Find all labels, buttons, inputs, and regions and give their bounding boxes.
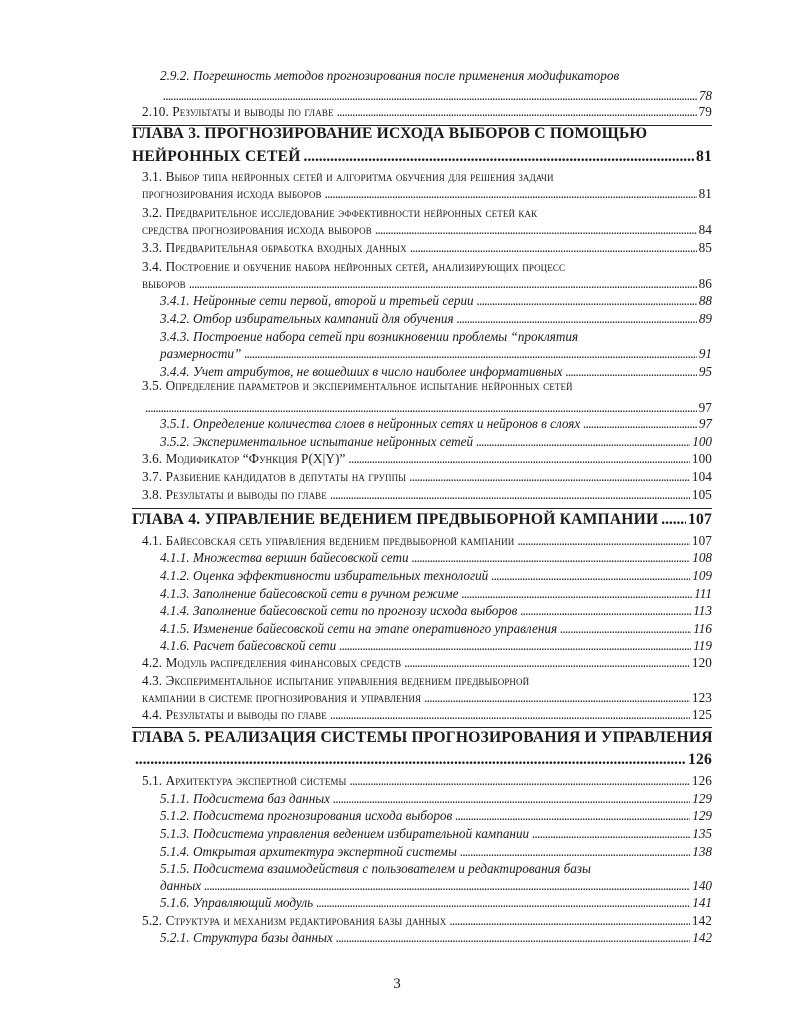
toc-page-number: 88 xyxy=(698,293,712,308)
toc-page-number: 81 xyxy=(696,148,712,165)
dot-leader xyxy=(409,469,690,484)
toc-page-number: 126 xyxy=(688,751,712,768)
toc-page-number: 84 xyxy=(698,222,712,237)
toc-entry-title: 4.1.2. Оценка эффективности избирательных технологий xyxy=(160,568,489,583)
dot-leader xyxy=(566,364,697,379)
toc-page-number: 123 xyxy=(691,690,712,705)
toc-page-number: 78 xyxy=(698,88,712,103)
dot-leader xyxy=(325,186,697,201)
dot-leader xyxy=(520,603,691,618)
dot-leader xyxy=(460,844,690,859)
toc-page-number: 125 xyxy=(691,707,712,722)
dot-leader xyxy=(339,638,691,653)
toc-page-number: 113 xyxy=(693,603,712,618)
dot-leader xyxy=(424,690,690,705)
toc-entry-title: 3.2. Предварительное исследование эффективности нейронных сетей как xyxy=(142,205,538,220)
toc-entry-title: 3.5.1. Определение количества слоев в нейронных сетях и нейронов в слоях xyxy=(160,416,581,431)
toc-entry-title: 4.1.5. Изменение байесовской сети на этапе оперативного управления xyxy=(160,621,558,636)
toc-entry-title: 2.9.2. Погрешность методов прогнозирования после применения модификаторов xyxy=(160,68,620,83)
toc-page-number: 91 xyxy=(698,346,712,361)
toc-entry-title: 5.2.1. Структура базы данных xyxy=(160,930,333,945)
dot-leader xyxy=(189,276,697,291)
toc-entry-title: 5.2. Структура и механизм редактирования базы данных xyxy=(142,913,447,928)
toc-page-number: 140 xyxy=(692,878,712,893)
toc-entry-title: 3.6. Модификатор “Функция P(X|Y)” xyxy=(142,451,346,466)
toc-entry-title: размерности” xyxy=(160,346,242,361)
toc-entry-title: кампании в системе прогнозирования и управления xyxy=(142,690,422,705)
toc-entry-title: 4.1.1. Множества вершин байесовской сети xyxy=(160,550,409,565)
dot-leader xyxy=(491,568,690,583)
dot-leader xyxy=(404,655,690,670)
toc-page-number: 97 xyxy=(698,416,712,431)
toc-entry-title: ГЛАВА 3. ПРОГНОЗИРОВАНИЕ ИСХОДА ВЫБОРОВ С ПОМОЩЬЮ xyxy=(132,125,648,142)
dot-leader xyxy=(145,400,697,415)
dot-leader xyxy=(163,88,697,103)
dot-leader xyxy=(333,791,690,806)
toc-entry-title: 3.5.2. Экспериментальное испытание нейронных сетей xyxy=(160,434,474,449)
dot-leader xyxy=(462,586,693,601)
dot-leader xyxy=(244,346,697,361)
dot-leader xyxy=(349,773,689,788)
toc-page-number: 120 xyxy=(691,655,712,670)
toc-entry-title: 3.4.1. Нейронные сети первой, второй и третьей серии xyxy=(160,293,474,308)
toc-entry-title: 3.4. Построение и обучение набора нейронных сетей, анализирующих процесс xyxy=(142,259,566,274)
toc-entry-title: 5.1.3. Подсистема управления ведением избирательной кампании xyxy=(160,826,530,841)
dot-leader xyxy=(477,293,697,308)
toc-entry-title: 4.1. Байесовская сеть управления ведением предвыборной кампании xyxy=(142,533,515,548)
toc-page-number: 142 xyxy=(691,913,712,928)
toc-entry-title: 3.8. Результаты и выводы по главе xyxy=(142,487,327,502)
toc-page-number: 97 xyxy=(698,400,712,415)
dot-leader xyxy=(410,240,697,255)
toc-page-number: 142 xyxy=(692,930,712,945)
dot-leader xyxy=(457,311,697,326)
dot-leader xyxy=(348,451,690,466)
toc-entry-title: 5.1.1. Подсистема баз данных xyxy=(160,791,331,806)
toc-page-number: 107 xyxy=(691,533,712,548)
dot-leader xyxy=(316,895,690,910)
toc-page-number: 86 xyxy=(698,276,712,291)
toc-entry-title: 4.1.6. Расчет байесовской сети xyxy=(160,638,337,653)
toc-page-number: 107 xyxy=(688,511,712,528)
toc-page-number: 81 xyxy=(698,186,712,201)
dot-leader xyxy=(412,550,691,565)
toc-entry-title: 3.4.3. Построение набора сетей при возникновении проблемы “проклятия xyxy=(160,329,579,344)
dot-leader xyxy=(375,222,697,237)
dot-leader xyxy=(661,511,686,528)
toc-entry-title: 4.1.4. Заполнение байесовской сети по прогнозу исхода выборов xyxy=(160,603,518,618)
toc-page-number: 85 xyxy=(698,240,712,255)
toc-entry-title: средства прогнозирования исхода выборов xyxy=(142,222,372,237)
dot-leader xyxy=(135,751,686,768)
dot-leader xyxy=(476,434,690,449)
toc-entry-title: 3.5. Определение параметров и экспериментальное испытание нейронных сетей xyxy=(142,378,573,393)
toc-page-number: 100 xyxy=(691,451,712,466)
dot-leader xyxy=(449,913,690,928)
toc-entry-title: ГЛАВА 5. РЕАЛИЗАЦИЯ СИСТЕМЫ ПРОГНОЗИРОВАНИЯ И УПРАВЛЕНИЯ xyxy=(132,729,713,746)
toc-entry-title: 5.1.4. Открытая архитектура экспертной системы xyxy=(160,844,457,859)
toc-page-number: 129 xyxy=(692,791,712,806)
toc-entry-title: 5.1.5. Подсистема взаимодействия с пользователем и редактирования базы xyxy=(160,861,591,876)
dot-leader xyxy=(583,416,697,431)
toc-page-number: 119 xyxy=(693,638,712,653)
toc-page-number: 111 xyxy=(694,586,712,601)
toc-entry-title: 5.1. Архитектура экспертной системы xyxy=(142,773,347,788)
toc-entry-title: 4.3. Экспериментальное испытание управления ведением предвыборной xyxy=(142,673,530,688)
toc-entry-title: 4.4. Результаты и выводы по главе xyxy=(142,707,327,722)
toc-entry-title: выборов xyxy=(142,276,186,291)
toc-entry-title: 5.1.6. Управляющий модуль xyxy=(160,895,314,910)
toc-entry-title: 3.4.4. Учет атрибутов, не вошедших в число наиболее информативных xyxy=(160,364,563,379)
toc-entry-title: 5.1.2. Подсистема прогнозирования исхода выборов xyxy=(160,808,453,823)
toc-entry-title: 3.3. Предварительная обработка входных данных xyxy=(142,240,407,255)
dot-leader xyxy=(517,533,690,548)
toc-entry-title: ГЛАВА 4. УПРАВЛЕНИЕ ВЕДЕНИЕМ ПРЕДВЫБОРНОЙ КАМПАНИИ xyxy=(132,511,659,528)
toc-entry-title: НЕЙРОННЫХ СЕТЕЙ xyxy=(132,148,301,165)
toc-page-number: 109 xyxy=(692,568,712,583)
page-number: 3 xyxy=(393,976,401,992)
toc-entry-title: 4.2. Модуль распределения финансовых средств xyxy=(142,655,402,670)
toc-page-number: 79 xyxy=(698,104,712,119)
toc-page-number: 141 xyxy=(692,895,712,910)
toc-page-number: 89 xyxy=(698,311,712,326)
chapter-divider xyxy=(132,727,712,728)
toc-page-number: 116 xyxy=(693,621,712,636)
toc-entry-title: 3.7. Разбиение кандидатов в депутаты на группы xyxy=(142,469,407,484)
toc-page-number: 135 xyxy=(692,826,712,841)
toc-entry-title: данных xyxy=(160,878,202,893)
toc-entry-title: 3.1. Выбор типа нейронных сетей и алгоритма обучения для решения задачи xyxy=(142,169,554,184)
toc-entry-title: 2.10. Результаты и выводы по главе xyxy=(142,104,334,119)
dot-leader xyxy=(560,621,691,636)
dot-leader xyxy=(455,808,690,823)
toc-entry-title: 4.1.3. Заполнение байесовской сети в ручном режиме xyxy=(160,586,459,601)
dot-leader xyxy=(330,707,690,722)
toc-page-number: 104 xyxy=(691,469,712,484)
chapter-divider xyxy=(132,125,712,126)
toc-entry-title: прогнозирования исхода выборов xyxy=(142,186,322,201)
toc-entry-title: 3.4.2. Отбор избирательных кампаний для обучения xyxy=(160,311,454,326)
toc-page-number: 95 xyxy=(698,364,712,379)
toc-page-number: 100 xyxy=(692,434,712,449)
toc-page-number: 138 xyxy=(692,844,712,859)
dot-leader xyxy=(532,826,690,841)
chapter-divider xyxy=(132,508,712,509)
toc-page-number: 105 xyxy=(691,487,712,502)
toc-page-number: 108 xyxy=(692,550,712,565)
toc-page-number: 129 xyxy=(692,808,712,823)
dot-leader xyxy=(336,930,690,945)
toc-page-number: 126 xyxy=(691,773,712,788)
dot-leader xyxy=(330,487,690,502)
dot-leader xyxy=(304,148,694,165)
dot-leader xyxy=(337,104,697,119)
dot-leader xyxy=(204,878,690,893)
